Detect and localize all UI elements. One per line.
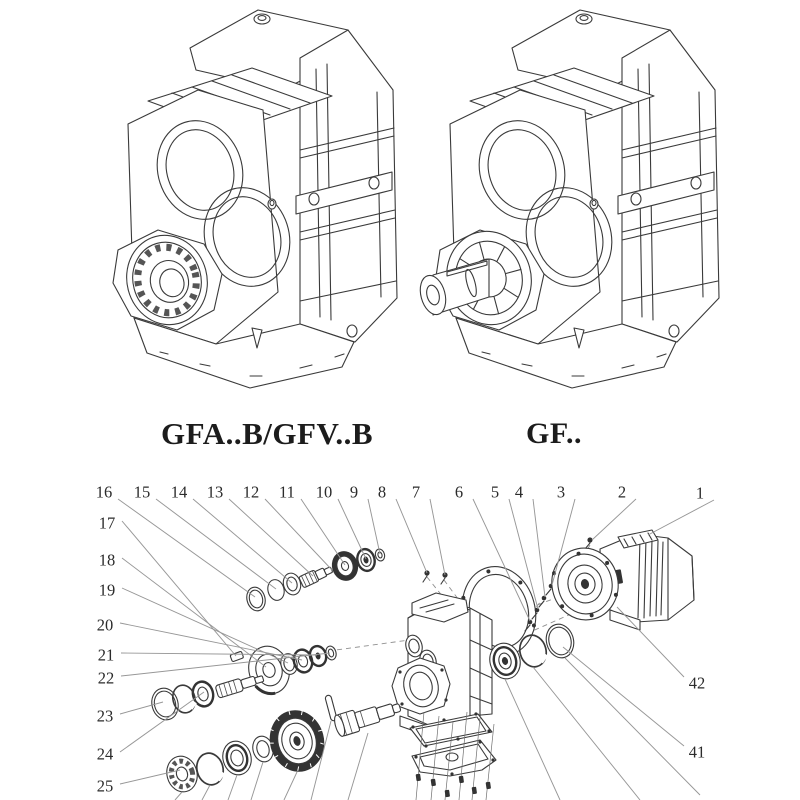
leader-line-16 bbox=[118, 499, 255, 597]
part-label-15: 15 bbox=[133, 482, 151, 502]
part-label-2: 2 bbox=[617, 482, 627, 502]
leader-line-8 bbox=[396, 499, 427, 573]
part-label-14: 14 bbox=[170, 482, 188, 502]
exploded-view bbox=[148, 530, 700, 800]
part-label-21: 21 bbox=[97, 645, 115, 665]
leader-line-1 bbox=[648, 500, 714, 535]
part-label-5: 5 bbox=[490, 482, 500, 502]
part-label-16: 16 bbox=[95, 482, 113, 502]
part-label-6: 6 bbox=[454, 482, 464, 502]
part-label-4: 4 bbox=[514, 482, 524, 502]
leader-line-41 bbox=[563, 647, 684, 746]
input-gear bbox=[329, 548, 362, 584]
output-shaft-parts bbox=[163, 695, 403, 796]
part-label-12: 12 bbox=[242, 482, 260, 502]
caption-gf: GF.. bbox=[526, 417, 582, 450]
part-label-20: 20 bbox=[96, 615, 114, 635]
part-label-23: 23 bbox=[96, 706, 114, 726]
part-number-labels bbox=[96, 483, 706, 796]
leader-line-7 bbox=[430, 499, 445, 575]
part-label-25: 25 bbox=[96, 776, 114, 796]
leader-line-24 bbox=[120, 692, 204, 752]
gearbox-iso-gfab bbox=[113, 10, 397, 388]
part-label-11: 11 bbox=[279, 482, 295, 502]
part-label-1: 1 bbox=[695, 483, 705, 503]
output-shaft-exploded bbox=[333, 697, 404, 738]
part-label-24: 24 bbox=[96, 744, 114, 764]
roller-cage-bearing bbox=[163, 753, 201, 796]
motor bbox=[545, 530, 694, 630]
leader-line-18 bbox=[122, 558, 266, 667]
leader-line-9 bbox=[368, 499, 380, 554]
leader-line-12 bbox=[265, 499, 332, 570]
part-label-42: 42 bbox=[688, 673, 706, 693]
leader-line-2 bbox=[592, 499, 636, 540]
part-label-18: 18 bbox=[98, 550, 116, 570]
leader-line-22 bbox=[121, 653, 330, 676]
leader-line-4 bbox=[533, 499, 545, 597]
leader-line-17 bbox=[122, 521, 236, 656]
part-label-9: 9 bbox=[349, 482, 359, 502]
gasket-and-pan bbox=[410, 712, 496, 800]
leader-line-15 bbox=[156, 499, 276, 589]
part-label-7: 7 bbox=[411, 482, 421, 502]
part-label-41: 41 bbox=[688, 742, 706, 762]
pan-bolts bbox=[416, 774, 491, 798]
leader-line-23 bbox=[120, 702, 163, 714]
part-label-19: 19 bbox=[98, 580, 116, 600]
part-label-10: 10 bbox=[315, 482, 333, 502]
part-label-22: 22 bbox=[97, 668, 115, 688]
caption-gfab: GFA..B/GFV..B bbox=[160, 416, 374, 451]
leader-line-13 bbox=[229, 499, 313, 576]
gearbox-iso-gf bbox=[416, 10, 719, 388]
output-gear bbox=[263, 704, 331, 778]
leader-line-10 bbox=[338, 499, 366, 559]
leader-line-11 bbox=[301, 499, 345, 565]
part-label-17: 17 bbox=[98, 513, 116, 533]
part-label-13: 13 bbox=[206, 482, 224, 502]
part-label-3: 3 bbox=[556, 482, 566, 502]
part-label-8: 8 bbox=[377, 482, 387, 502]
